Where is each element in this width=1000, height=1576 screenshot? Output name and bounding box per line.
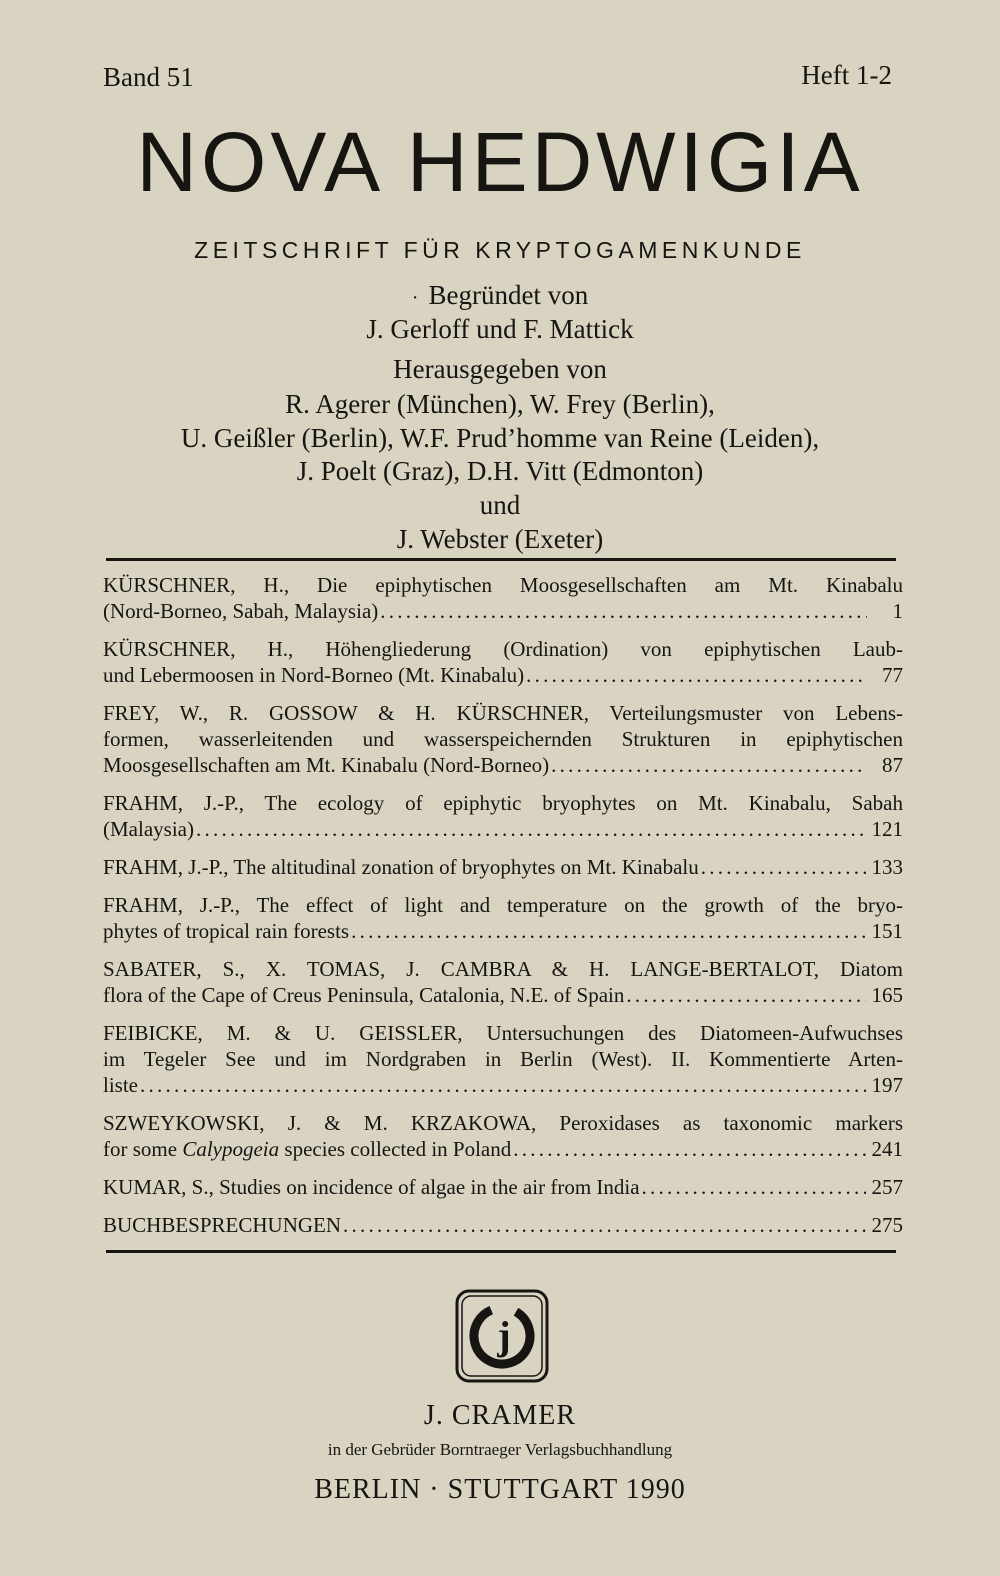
- toc-line: BUCHBESPRECHUNGEN: [103, 1213, 342, 1237]
- toc-entry: [103, 956, 903, 1008]
- toc-page-number: 1: [892, 599, 903, 623]
- toc-line: SABATER, S., X. TOMAS, J. CAMBRA & H. LANGE-BERTALOT, Diatom: [103, 957, 903, 981]
- toc-entry: [103, 636, 903, 688]
- toc-line: (Malaysia): [103, 817, 194, 841]
- toc-line: FRAHM, J.-P., The ecology of epiphytic bryophytes on Mt. Kinabalu, Sabah: [103, 791, 903, 815]
- dot-leader: [526, 662, 867, 688]
- toc-entry: [103, 854, 903, 880]
- toc-page-number: 151: [871, 919, 903, 943]
- toc-entry: [103, 790, 903, 842]
- dot-leader: [351, 918, 865, 944]
- toc-page-number: 241: [871, 1137, 903, 1161]
- dot-leader: [626, 982, 865, 1008]
- editors-label: Herausgegeben von: [393, 354, 607, 384]
- toc-page-number: 121: [871, 817, 903, 841]
- editor-line: J. Webster (Exeter): [396, 524, 604, 554]
- toc-entry: [103, 1020, 903, 1098]
- toc-page-number: 257: [871, 1175, 903, 1199]
- dot-leader: [140, 1072, 866, 1098]
- dot-leader: [551, 752, 867, 778]
- journal-subtitle: ZEITSCHRIFT FÜR KRYPTOGAMENKUNDE: [194, 237, 806, 263]
- toc-page-number: 197: [871, 1073, 903, 1097]
- toc-line: FRAHM, J.-P., The effect of light and temperature on the growth of the bryo-: [103, 893, 903, 917]
- toc-page-number: 87: [882, 753, 903, 777]
- toc-entry: [103, 892, 903, 944]
- toc-line: FRAHM, J.-P., The altitudinal zonation of bryophytes on Mt. Kinabalu: [103, 855, 699, 879]
- toc-line: im Tegeler See und im Nordgraben in Berlin (West). II. Kommentierte Arten-: [103, 1047, 903, 1071]
- toc-page-number: 77: [882, 663, 903, 687]
- dot-leader: [196, 816, 866, 842]
- issue-number: Heft 1-2: [801, 60, 892, 90]
- toc-line: und Lebermoosen in Nord-Borneo (Mt. Kinabalu): [103, 663, 525, 687]
- toc-entry: [103, 1212, 903, 1238]
- toc-line: for some Calypogeia species collected in Poland: [103, 1137, 512, 1161]
- toc-line: (Nord-Borneo, Sabah, Malaysia): [103, 599, 379, 623]
- genus-name: Calypogeia: [182, 1137, 280, 1161]
- toc-line: KÜRSCHNER, H., Höhengliederung (Ordination) von epiphytischen Laub-: [103, 637, 903, 661]
- table-of-contents: [103, 572, 903, 1250]
- toc-line: FEIBICKE, M. & U. GEISSLER, Untersuchungen des Diatomeen-Aufwuchses: [103, 1021, 903, 1045]
- publisher-name: J. CRAMER: [423, 1400, 577, 1431]
- dot-leader: [701, 854, 866, 880]
- top-divider: [106, 558, 896, 561]
- founders-names: J. Gerloff und F. Mattick: [366, 314, 634, 344]
- editor-line: J. Poelt (Graz), D.H. Vitt (Edmonton): [296, 456, 704, 486]
- dot-leader: [642, 1174, 866, 1200]
- toc-page-number: 275: [871, 1213, 903, 1237]
- toc-line: phytes of tropical rain forests: [103, 919, 350, 943]
- toc-line: KUMAR, S., Studies on incidence of algae in the air from India: [103, 1175, 640, 1199]
- bullet-dot: ·: [411, 286, 429, 309]
- dot-leader: [380, 598, 867, 624]
- bottom-divider: [106, 1250, 896, 1253]
- toc-line: FREY, W., R. GOSSOW & H. KÜRSCHNER, Verteilungsmuster von Lebens-: [103, 701, 903, 725]
- toc-line: Moosgesellschaften am Mt. Kinabalu (Nord-Borneo): [103, 753, 550, 777]
- toc-line: flora of the Cape of Creus Peninsula, Catalonia, N.E. of Spain: [103, 983, 625, 1007]
- founders-label: · Begründet von: [411, 280, 589, 310]
- dot-leader: [513, 1136, 865, 1162]
- volume-number: Band 51: [103, 62, 194, 92]
- publisher-logo-icon: [455, 1289, 549, 1383]
- toc-line: SZWEYKOWSKI, J. & M. KRZAKOWA, Peroxidases as taxonomic markers: [103, 1111, 903, 1135]
- toc-page-number: 165: [871, 983, 903, 1007]
- toc-line: liste: [103, 1073, 138, 1097]
- dot-leader: [343, 1212, 865, 1238]
- publication-place-year: BERLIN · STUTTGART 1990: [314, 1474, 686, 1505]
- toc-entry: [103, 700, 903, 778]
- publisher-imprint: in der Gebrüder Borntraeger Verlagsbuchhandlung: [327, 1440, 673, 1459]
- toc-page-number: 133: [871, 855, 903, 879]
- toc-line: formen, wasserleitenden und wasserspeichernden Strukturen in epiphytischen: [103, 727, 903, 751]
- editor-line: und: [479, 490, 521, 520]
- toc-line: KÜRSCHNER, H., Die epiphytischen Moosgesellschaften am Mt. Kinabalu: [103, 573, 903, 597]
- editor-line: R. Agerer (München), W. Frey (Berlin),: [285, 389, 715, 419]
- toc-entry: [103, 1174, 903, 1200]
- journal-title: NOVA HEDWIGIA: [136, 115, 864, 209]
- logo-letter: j: [497, 1313, 511, 1358]
- toc-entry: [103, 572, 903, 624]
- editor-line: U. Geißler (Berlin), W.F. Prud’homme van Reine (Leiden),: [180, 423, 820, 453]
- toc-entry: [103, 1110, 903, 1162]
